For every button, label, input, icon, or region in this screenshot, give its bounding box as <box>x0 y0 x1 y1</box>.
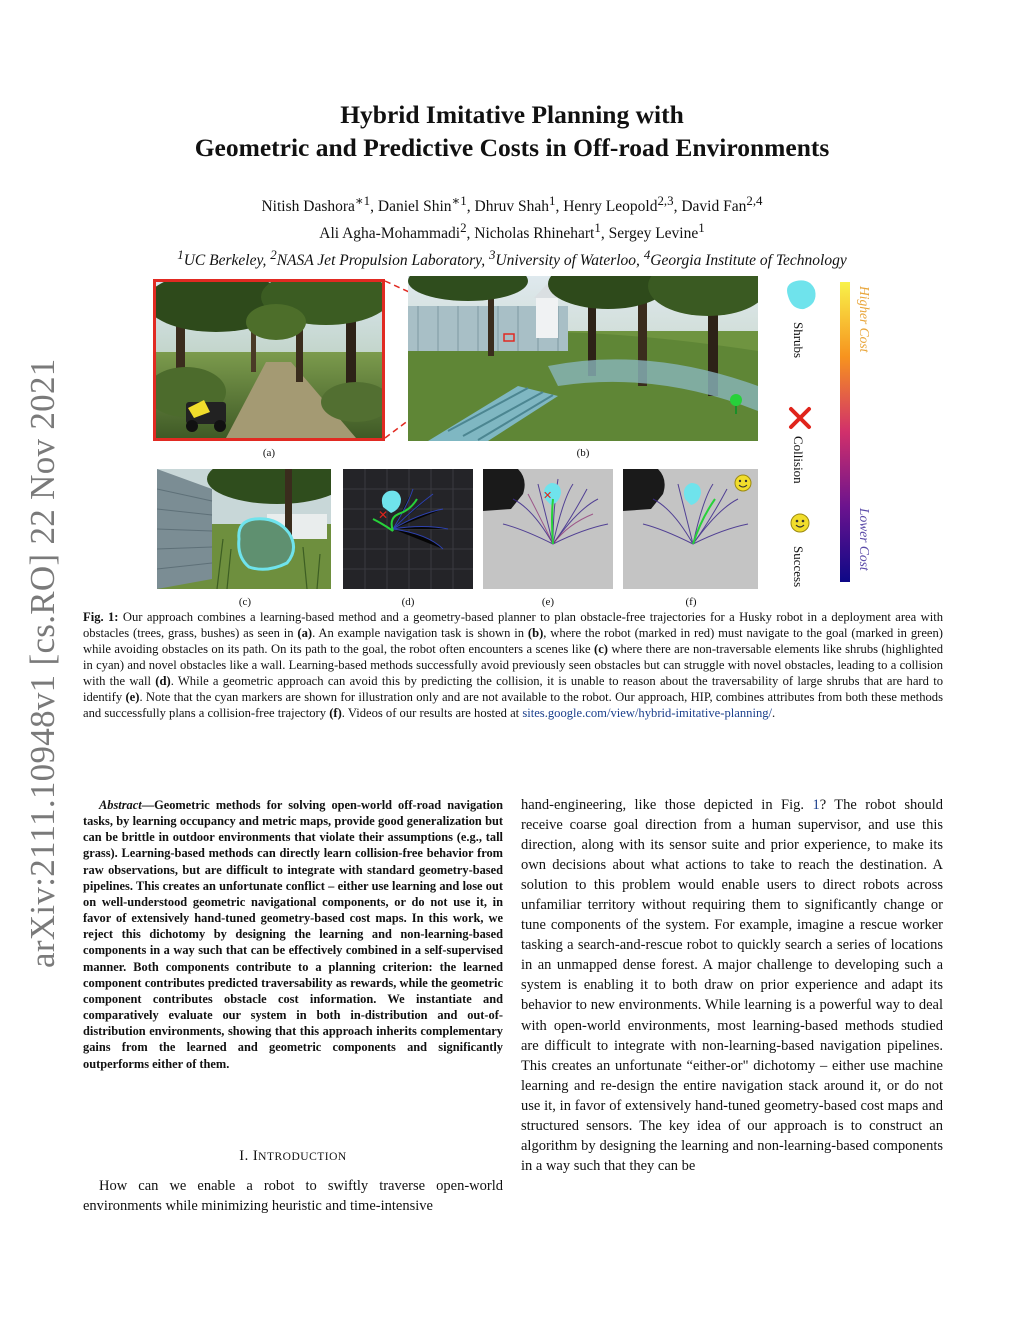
author-block <box>0 190 1024 271</box>
shrub-legend-icon <box>782 278 818 312</box>
label-f: (f) <box>685 596 697 608</box>
abstract-text: —Geometric methods for solving open-world off-road navigation tasks, by learning occupancy and metric maps, provide good generalization but can be brittle in outdoor environments that violate their assumptions (e.g., tall grass). Learning-based methods can directly learn collision-free behavior from raw observations, but are difficult to integrate with standard geometry-based pipelines. This creates an unfortunate conflict – either use learning and lose out on well-understood geometric navigational components, or do not use it, in favor of extensively hand-tuned geometry-based cost maps. In this work, we reject this dichotomy by designing the learning and non-learning-based components in a way such that can be effectively combined in a self-supervised manner. Both components contribute to a planning criterion: the learned component contributes predicted traversability as rewards, while the geometric component contributes obstacle cost information. We instantiate and comparatively evaluate our system in both in-distribution and out-of-distribution environments, showing that this approach inherits complementary gains from the learned and geometric components and significantly outperforms either of them. <box>83 798 503 1071</box>
authors-line-2: Ali Agha-Mohammadi$^2$, Nicholas Rhinehart$^1$, Sergey Levine$^1$ <box>319 220 705 243</box>
learned-costmap-d <box>343 469 473 589</box>
label-c: (c) <box>238 596 252 608</box>
abstract <box>83 797 503 1072</box>
label-d: (d) <box>401 596 415 608</box>
figure-1 <box>150 276 880 611</box>
hip-costmap-f <box>623 469 758 589</box>
caption-label: Fig. 1: <box>83 610 119 624</box>
success-marker <box>735 475 751 491</box>
legend-collision: Collision <box>791 436 806 484</box>
section-heading-introduction: I. INTRODUCTION <box>239 1148 347 1164</box>
intro-paragraph-right: hand-engineering, like those depicted in Fig. 1? The robot should receive coarse goal direction from a human supervisor, and use this direction, along with its sensor suite and prior experience, to make its own decisions about what actions to take to reach the destination. A solution to this problem would enable users to direct robots across unfamiliar territory without requiring them to significantly change or tune components of the system. For example, imagine a rescue worker tasking a search-and-rescue robot to quickly search a series of locations in an unmapped dense forest. A major challenge to developing such a system is enabling it to both draw on prior experience and adapt its behavior to new environments. While learning is a powerful way to deal with open-world environments, most learning-based methods studied are difficult to integrate with non-learning-based navigation pipelines. This creates an unfortunate “either-or" dichotomy – either use machine learning and re-design the entire navigation stack around it, or do not use it, in favor of extensively hand-tuned geometry-based cost maps and structured sensors. The key idea of our approach is to construct an algorithm by designing the learning and non-learning-based components in a way such that they can be <box>521 797 944 1174</box>
panel-d-image <box>343 469 473 589</box>
abstract-label: Abstract <box>99 798 142 812</box>
title-line-2: Geometric and Predictive Costs in Off-road Environments <box>194 133 830 162</box>
legend-success: Success <box>791 546 806 588</box>
project-link[interactable]: sites.google.com/view/hybrid-imitative-planning/ <box>522 706 773 720</box>
legend-shrubs: Shrubs <box>791 322 806 359</box>
legend-lower-cost: Lower Cost <box>857 508 872 571</box>
affiliations: $^1$UC Berkeley, $^2$NASA Jet Propulsion Laboratory, $^3$University of Waterloo, $^4$Georgia Institute of Technology <box>177 247 847 270</box>
cost-colorbar <box>840 282 850 582</box>
intro-paragraph-left: How can we enable a robot to swiftly traverse open-world environments while minimizing heuristic and time-intensive <box>83 1178 503 1214</box>
collision-marker: ✕ <box>543 489 553 502</box>
authors-line-1: Nitish Dashora$^{∗1}$, Daniel Shin$^{∗1}$, Dhruv Shah$^1$, Henry Leopold$^{2,3}$, David Fan$^{2,4}$ <box>261 193 763 216</box>
label-e: (e) <box>541 596 555 608</box>
park-scene-b <box>408 276 758 441</box>
shrub-scene-c <box>157 469 331 589</box>
panel-e-image <box>483 469 613 589</box>
panel-f-image <box>623 469 758 589</box>
label-a: (a) <box>262 447 276 459</box>
panel-b-image <box>408 276 758 441</box>
arxiv-stamp: arXiv:2111.10948v1 [cs.RO] 22 Nov 2021 <box>23 358 62 968</box>
figure-caption: Fig. 1: Our approach combines a learning-based method and a geometry-based planner to plan obstacle-free trajectories for a Husky robot in a deployment area with obstacles (trees, grass, bushes) as seen in (a). An example navigation task is shown in (b), where the robot (marked in red) must navigate to the goal (marked in green) while avoiding obstacles on its path. On its path to the goal, the robot often encounters a scenes like (c) where there are non-traversable elements like shrubs (highlighted in cyan) and novel obstacles like a wall. Learning-based methods successfully avoid previously seen obstacles but can struggle with novel obstacles, leading to a collision with the wall (d). While a geometric approach can avoid this by predicting the collision, it is unable to reason about the traversability of large shrubs that are hard to identify (e). Note that the cyan markers are shown for illustration only and are not available to the robot. Our approach, HIP, combines attributes from both these methods and successfully plans a collision-free trajectory (f). Videos of our results are hosted at sites.google.com/view/hybrid-imitative-planning/. <box>83 610 943 720</box>
success-legend-icon <box>789 512 811 534</box>
collision-legend-icon <box>788 406 812 430</box>
collision-marker: ✕ <box>378 508 389 522</box>
legend-higher-cost: Higher Cost <box>857 286 872 353</box>
figure-ref[interactable]: 1 <box>812 797 820 813</box>
geometric-costmap-e <box>483 469 613 589</box>
label-b: (b) <box>576 447 590 459</box>
panel-c-image <box>157 469 331 589</box>
paper-title <box>0 98 1024 164</box>
title-line-1: Hybrid Imitative Planning with <box>340 100 684 129</box>
